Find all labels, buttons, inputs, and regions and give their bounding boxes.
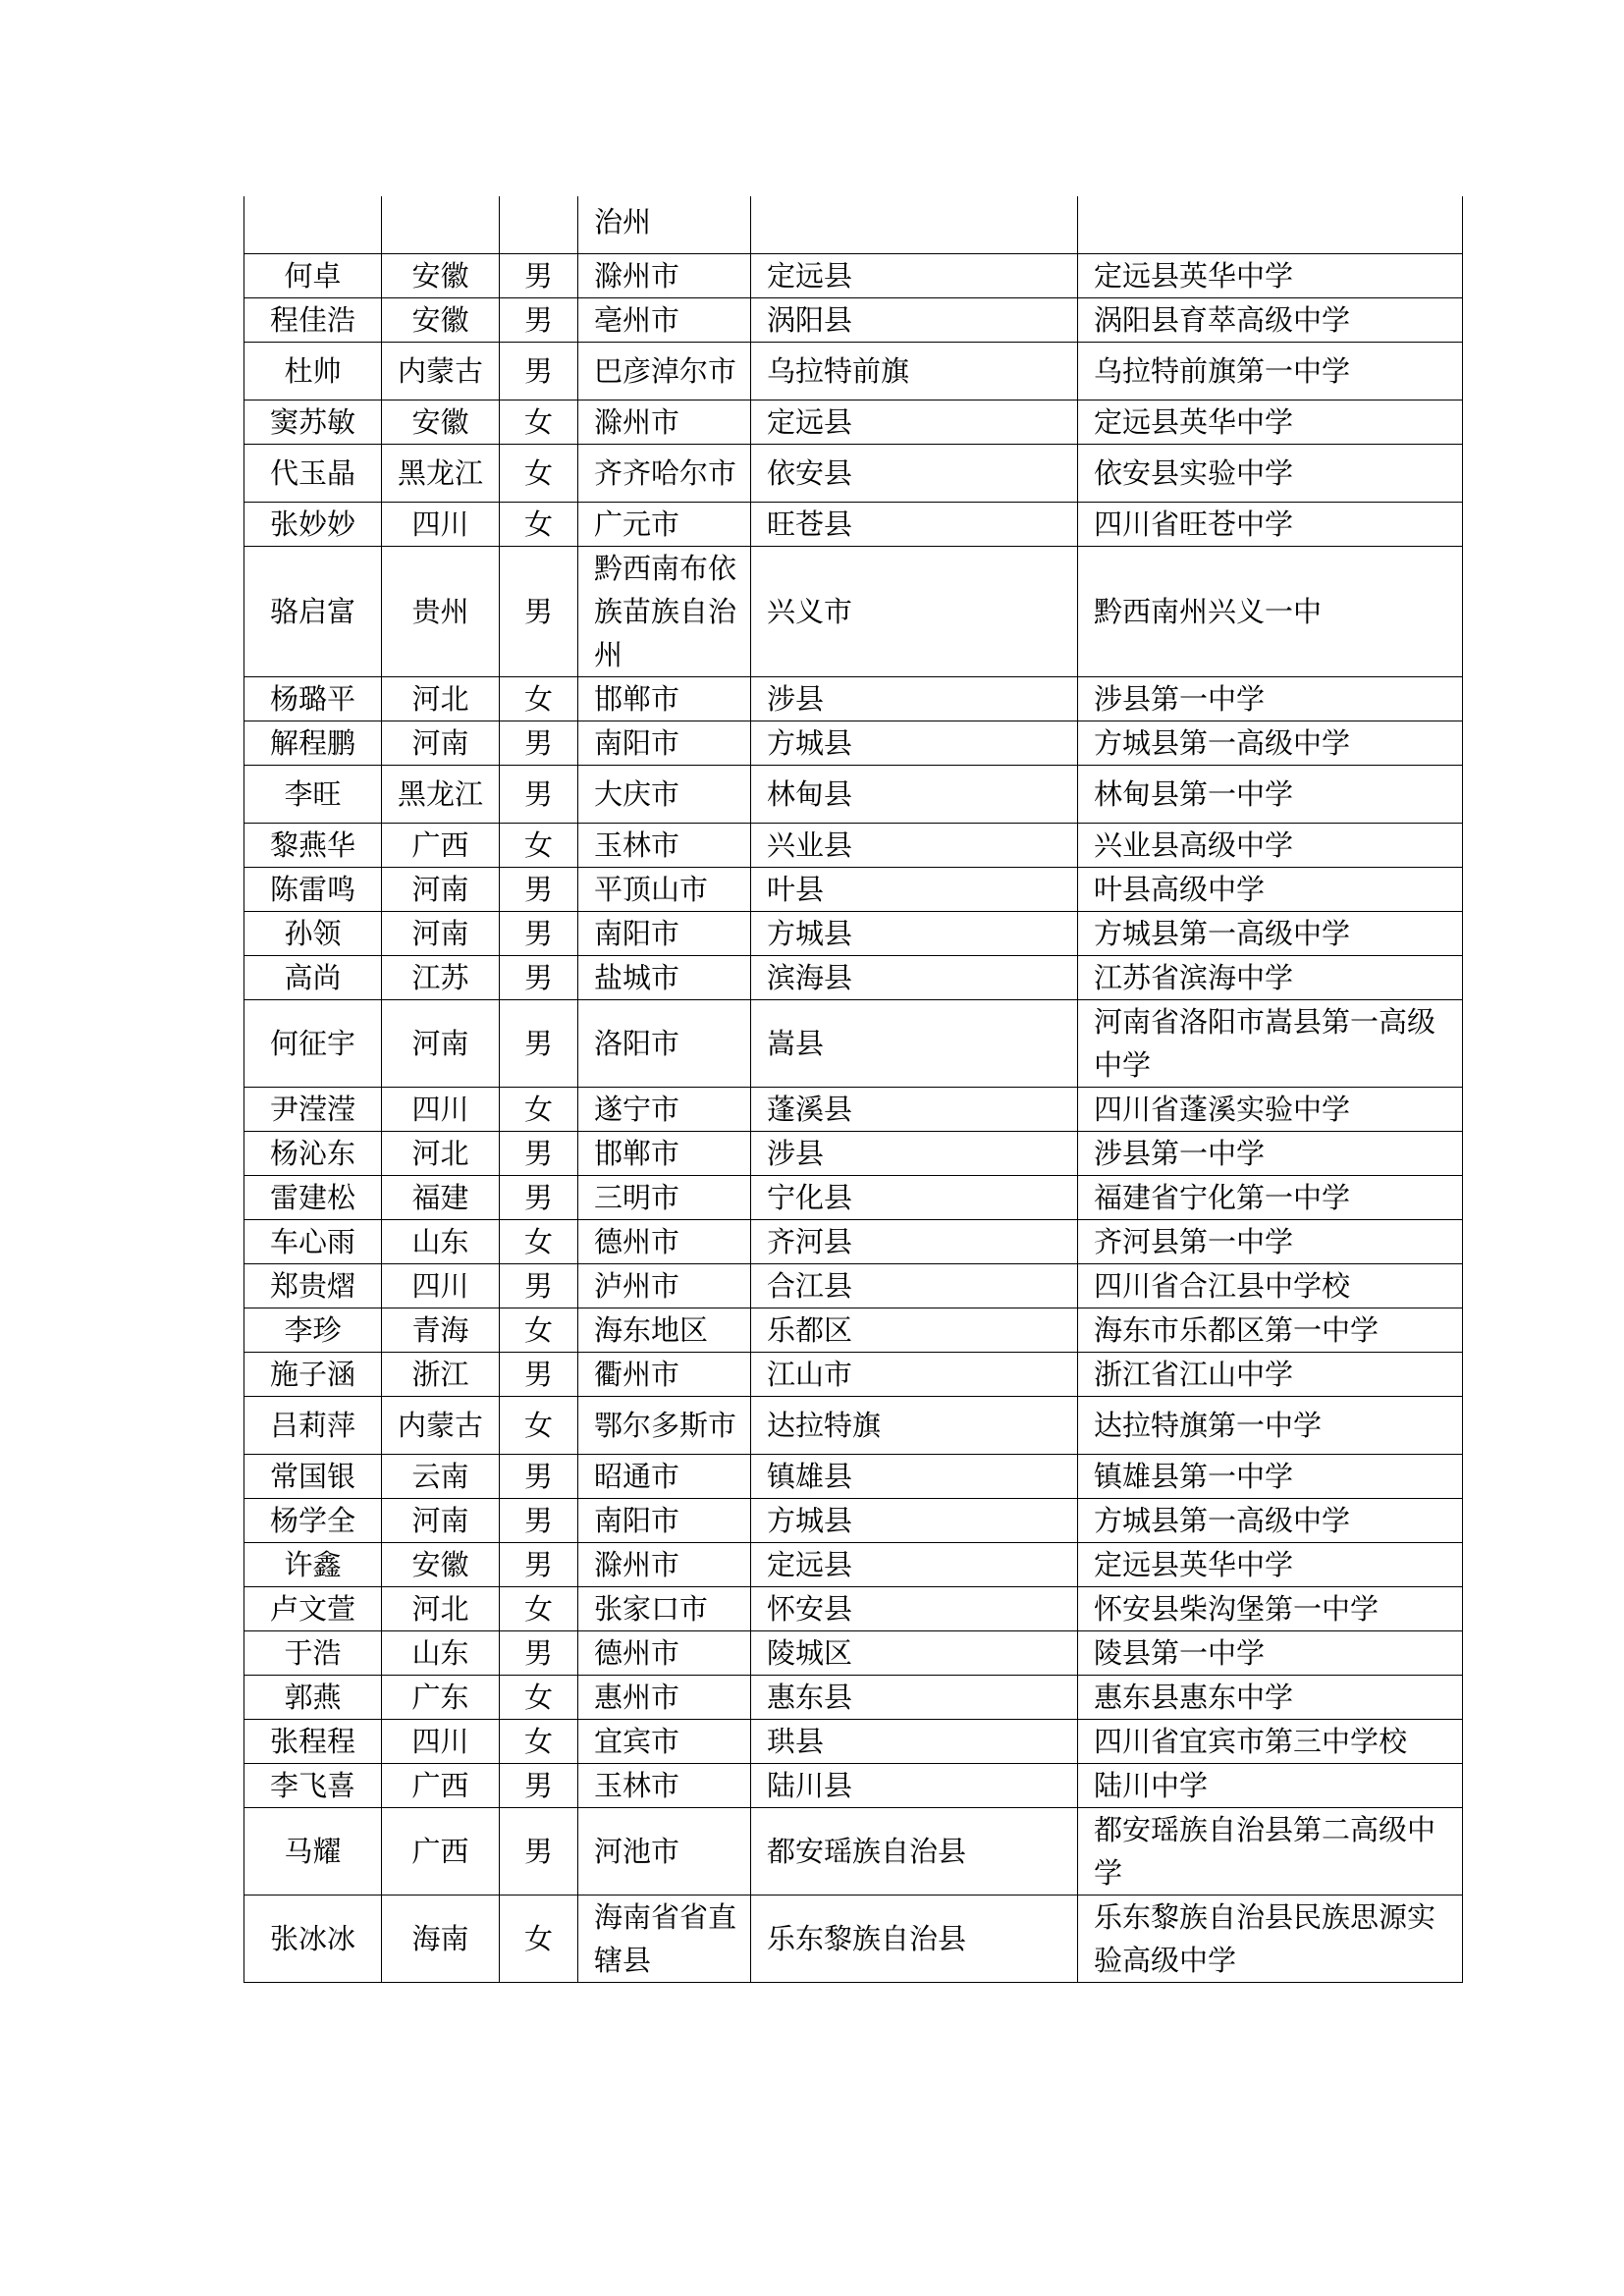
- table-row: [244, 444, 1463, 502]
- table-row: [244, 1308, 1463, 1352]
- city-cell: 遂宁市: [578, 1087, 751, 1131]
- county-cell: 定远县: [751, 1542, 1078, 1586]
- school-cell: 镇雄县第一中学: [1078, 1454, 1463, 1498]
- county-cell: 宁化县: [751, 1175, 1078, 1219]
- county-cell: 达拉特旗: [751, 1396, 1078, 1454]
- city-cell: 鄂尔多斯市: [578, 1396, 751, 1454]
- table-row: [244, 1454, 1463, 1498]
- city-cell: 泸州市: [578, 1263, 751, 1308]
- table-row: [244, 1352, 1463, 1396]
- city-cell: 河池市: [578, 1807, 751, 1895]
- student-name-cell: 杨沁东: [244, 1131, 382, 1175]
- county-cell: 定远县: [751, 400, 1078, 444]
- table-row: [244, 823, 1463, 867]
- gender-cell: 男: [500, 1763, 578, 1807]
- student-name-cell: [244, 196, 382, 253]
- gender-cell: 女: [500, 1719, 578, 1763]
- county-cell: [751, 196, 1078, 253]
- school-cell: 兴业县高级中学: [1078, 823, 1463, 867]
- province-cell: 广西: [382, 1807, 500, 1895]
- gender-cell: 男: [500, 867, 578, 911]
- school-cell: 定远县英华中学: [1078, 253, 1463, 297]
- table-row: [244, 765, 1463, 823]
- city-cell: 平顶山市: [578, 867, 751, 911]
- city-cell: 昭通市: [578, 1454, 751, 1498]
- school-cell: 福建省宁化第一中学: [1078, 1175, 1463, 1219]
- city-cell: 滁州市: [578, 253, 751, 297]
- school-cell: 河南省洛阳市嵩县第一高级中学: [1078, 999, 1463, 1087]
- province-cell: 黑龙江: [382, 765, 500, 823]
- city-cell: 宜宾市: [578, 1719, 751, 1763]
- student-name-cell: 解程鹏: [244, 721, 382, 765]
- table-row: [244, 1630, 1463, 1675]
- school-cell: 定远县英华中学: [1078, 400, 1463, 444]
- province-cell: 河南: [382, 911, 500, 955]
- table-row: [244, 546, 1463, 676]
- table-row: [244, 1219, 1463, 1263]
- province-cell: 四川: [382, 1087, 500, 1131]
- student-name-cell: 李旺: [244, 765, 382, 823]
- student-name-cell: 吕莉萍: [244, 1396, 382, 1454]
- school-cell: 乌拉特前旗第一中学: [1078, 342, 1463, 400]
- province-cell: 福建: [382, 1175, 500, 1219]
- school-cell: 江苏省滨海中学: [1078, 955, 1463, 999]
- gender-cell: 男: [500, 955, 578, 999]
- table-row: [244, 1807, 1463, 1895]
- county-cell: 蓬溪县: [751, 1087, 1078, 1131]
- gender-cell: 男: [500, 1352, 578, 1396]
- student-name-cell: 何征宇: [244, 999, 382, 1087]
- gender-cell: 男: [500, 1175, 578, 1219]
- province-cell: 河南: [382, 721, 500, 765]
- student-name-cell: 张冰冰: [244, 1895, 382, 1982]
- gender-cell: 男: [500, 546, 578, 676]
- school-cell: 四川省蓬溪实验中学: [1078, 1087, 1463, 1131]
- student-table: [244, 196, 1463, 1983]
- school-cell: 四川省合江县中学校: [1078, 1263, 1463, 1308]
- province-cell: 黑龙江: [382, 444, 500, 502]
- province-cell: 安徽: [382, 297, 500, 342]
- school-cell: 涡阳县育萃高级中学: [1078, 297, 1463, 342]
- gender-cell: 女: [500, 1396, 578, 1454]
- province-cell: 贵州: [382, 546, 500, 676]
- school-cell: 定远县英华中学: [1078, 1542, 1463, 1586]
- student-name-cell: 何卓: [244, 253, 382, 297]
- province-cell: 山东: [382, 1219, 500, 1263]
- gender-cell: 女: [500, 1308, 578, 1352]
- school-cell: [1078, 196, 1463, 253]
- student-name-cell: 窦苏敏: [244, 400, 382, 444]
- student-name-cell: 车心雨: [244, 1219, 382, 1263]
- gender-cell: 女: [500, 502, 578, 546]
- county-cell: 兴义市: [751, 546, 1078, 676]
- province-cell: 河北: [382, 1131, 500, 1175]
- province-cell: 安徽: [382, 253, 500, 297]
- province-cell: 江苏: [382, 955, 500, 999]
- city-cell: 德州市: [578, 1219, 751, 1263]
- gender-cell: 女: [500, 1087, 578, 1131]
- province-cell: 广西: [382, 1763, 500, 1807]
- province-cell: 山东: [382, 1630, 500, 1675]
- school-cell: 乐东黎族自治县民族思源实验高级中学: [1078, 1895, 1463, 1982]
- gender-cell: 男: [500, 911, 578, 955]
- city-cell: 广元市: [578, 502, 751, 546]
- gender-cell: 男: [500, 1454, 578, 1498]
- province-cell: 四川: [382, 1263, 500, 1308]
- city-cell: 玉林市: [578, 823, 751, 867]
- province-cell: 安徽: [382, 400, 500, 444]
- table-row: [244, 1675, 1463, 1719]
- school-cell: 方城县第一高级中学: [1078, 721, 1463, 765]
- province-cell: 云南: [382, 1454, 500, 1498]
- county-cell: 镇雄县: [751, 1454, 1078, 1498]
- county-cell: 涡阳县: [751, 297, 1078, 342]
- city-cell: 滁州市: [578, 1542, 751, 1586]
- student-name-cell: 陈雷鸣: [244, 867, 382, 911]
- county-cell: 叶县: [751, 867, 1078, 911]
- gender-cell: 女: [500, 1895, 578, 1982]
- gender-cell: 女: [500, 444, 578, 502]
- county-cell: 江山市: [751, 1352, 1078, 1396]
- student-name-cell: 黎燕华: [244, 823, 382, 867]
- table-row: [244, 1087, 1463, 1131]
- table-row: [244, 1131, 1463, 1175]
- school-cell: 海东市乐都区第一中学: [1078, 1308, 1463, 1352]
- county-cell: 乐都区: [751, 1308, 1078, 1352]
- table-row: [244, 1263, 1463, 1308]
- city-cell: 黔西南布依族苗族自治州: [578, 546, 751, 676]
- table-row: [244, 955, 1463, 999]
- student-name-cell: 李珍: [244, 1308, 382, 1352]
- county-cell: 依安县: [751, 444, 1078, 502]
- school-cell: 方城县第一高级中学: [1078, 1498, 1463, 1542]
- gender-cell: 男: [500, 1498, 578, 1542]
- student-name-cell: 代玉晶: [244, 444, 382, 502]
- county-cell: 旺苍县: [751, 502, 1078, 546]
- province-cell: 青海: [382, 1308, 500, 1352]
- table-row: [244, 1498, 1463, 1542]
- table-row: [244, 253, 1463, 297]
- school-cell: 浙江省江山中学: [1078, 1352, 1463, 1396]
- school-cell: 惠东县惠东中学: [1078, 1675, 1463, 1719]
- county-cell: 陆川县: [751, 1763, 1078, 1807]
- student-name-cell: 李飞喜: [244, 1763, 382, 1807]
- school-cell: 陵县第一中学: [1078, 1630, 1463, 1675]
- city-cell: 三明市: [578, 1175, 751, 1219]
- county-cell: 兴业县: [751, 823, 1078, 867]
- gender-cell: 男: [500, 253, 578, 297]
- table-row: [244, 1895, 1463, 1982]
- student-name-cell: 郭燕: [244, 1675, 382, 1719]
- city-cell: 张家口市: [578, 1586, 751, 1630]
- city-cell: 南阳市: [578, 911, 751, 955]
- province-cell: 广西: [382, 823, 500, 867]
- county-cell: 方城县: [751, 1498, 1078, 1542]
- gender-cell: 女: [500, 676, 578, 721]
- city-cell: 亳州市: [578, 297, 751, 342]
- city-cell: 盐城市: [578, 955, 751, 999]
- student-name-cell: 郑贵熠: [244, 1263, 382, 1308]
- table-row: [244, 1586, 1463, 1630]
- province-cell: 河北: [382, 676, 500, 721]
- school-cell: 都安瑶族自治县第二高级中学: [1078, 1807, 1463, 1895]
- student-name-cell: 卢文萱: [244, 1586, 382, 1630]
- county-cell: 合江县: [751, 1263, 1078, 1308]
- county-cell: 陵城区: [751, 1630, 1078, 1675]
- city-cell: 滁州市: [578, 400, 751, 444]
- county-cell: 齐河县: [751, 1219, 1078, 1263]
- province-cell: 河南: [382, 867, 500, 911]
- county-cell: 涉县: [751, 1131, 1078, 1175]
- city-cell: 惠州市: [578, 1675, 751, 1719]
- city-cell: 德州市: [578, 1630, 751, 1675]
- gender-cell: 男: [500, 342, 578, 400]
- gender-cell: 女: [500, 400, 578, 444]
- table-body: [244, 196, 1463, 1982]
- school-cell: 四川省旺苍中学: [1078, 502, 1463, 546]
- school-cell: 叶县高级中学: [1078, 867, 1463, 911]
- table-row: [244, 297, 1463, 342]
- city-cell: 南阳市: [578, 721, 751, 765]
- table-row: [244, 1175, 1463, 1219]
- table-row: [244, 911, 1463, 955]
- province-cell: 四川: [382, 1719, 500, 1763]
- student-name-cell: 杨璐平: [244, 676, 382, 721]
- student-name-cell: 孙领: [244, 911, 382, 955]
- city-cell: 玉林市: [578, 1763, 751, 1807]
- school-cell: 怀安县柴沟堡第一中学: [1078, 1586, 1463, 1630]
- city-cell: 衢州市: [578, 1352, 751, 1396]
- province-cell: 河南: [382, 1498, 500, 1542]
- table-row: [244, 1763, 1463, 1807]
- county-cell: 定远县: [751, 253, 1078, 297]
- city-cell: 大庆市: [578, 765, 751, 823]
- table-row: [244, 999, 1463, 1087]
- table-row: [244, 196, 1463, 253]
- table-row: [244, 867, 1463, 911]
- student-name-cell: 许鑫: [244, 1542, 382, 1586]
- gender-cell: 男: [500, 1630, 578, 1675]
- province-cell: 河南: [382, 999, 500, 1087]
- province-cell: 内蒙古: [382, 342, 500, 400]
- school-cell: 林甸县第一中学: [1078, 765, 1463, 823]
- gender-cell: 男: [500, 721, 578, 765]
- gender-cell: 男: [500, 297, 578, 342]
- province-cell: 河北: [382, 1586, 500, 1630]
- gender-cell: [500, 196, 578, 253]
- gender-cell: 女: [500, 1219, 578, 1263]
- city-cell: 邯郸市: [578, 676, 751, 721]
- table-row: [244, 342, 1463, 400]
- county-cell: 方城县: [751, 911, 1078, 955]
- county-cell: 滨海县: [751, 955, 1078, 999]
- city-cell: 海南省省直辖县: [578, 1895, 751, 1982]
- student-name-cell: 高尚: [244, 955, 382, 999]
- county-cell: 嵩县: [751, 999, 1078, 1087]
- student-name-cell: 常国银: [244, 1454, 382, 1498]
- school-cell: 陆川中学: [1078, 1763, 1463, 1807]
- gender-cell: 男: [500, 765, 578, 823]
- city-cell: 邯郸市: [578, 1131, 751, 1175]
- table-row: [244, 1396, 1463, 1454]
- gender-cell: 女: [500, 823, 578, 867]
- table-row: [244, 400, 1463, 444]
- student-name-cell: 程佳浩: [244, 297, 382, 342]
- student-name-cell: 骆启富: [244, 546, 382, 676]
- province-cell: 内蒙古: [382, 1396, 500, 1454]
- gender-cell: 男: [500, 999, 578, 1087]
- gender-cell: 男: [500, 1263, 578, 1308]
- gender-cell: 男: [500, 1542, 578, 1586]
- student-name-cell: 张妙妙: [244, 502, 382, 546]
- table-row: [244, 1719, 1463, 1763]
- table-row: [244, 676, 1463, 721]
- gender-cell: 女: [500, 1586, 578, 1630]
- table-row: [244, 721, 1463, 765]
- table-row: [244, 1542, 1463, 1586]
- province-cell: 海南: [382, 1895, 500, 1982]
- gender-cell: 男: [500, 1131, 578, 1175]
- school-cell: 涉县第一中学: [1078, 676, 1463, 721]
- city-cell: 洛阳市: [578, 999, 751, 1087]
- gender-cell: 女: [500, 1675, 578, 1719]
- school-cell: 方城县第一高级中学: [1078, 911, 1463, 955]
- city-cell: 海东地区: [578, 1308, 751, 1352]
- province-cell: 四川: [382, 502, 500, 546]
- county-cell: 涉县: [751, 676, 1078, 721]
- table-row: [244, 502, 1463, 546]
- county-cell: 都安瑶族自治县: [751, 1807, 1078, 1895]
- student-name-cell: 施子涵: [244, 1352, 382, 1396]
- student-name-cell: 尹滢滢: [244, 1087, 382, 1131]
- school-cell: 黔西南州兴义一中: [1078, 546, 1463, 676]
- student-name-cell: 于浩: [244, 1630, 382, 1675]
- county-cell: 乌拉特前旗: [751, 342, 1078, 400]
- province-cell: 浙江: [382, 1352, 500, 1396]
- school-cell: 涉县第一中学: [1078, 1131, 1463, 1175]
- student-name-cell: 杜帅: [244, 342, 382, 400]
- province-cell: 安徽: [382, 1542, 500, 1586]
- student-name-cell: 马耀: [244, 1807, 382, 1895]
- city-cell: 巴彦淖尔市: [578, 342, 751, 400]
- school-cell: 依安县实验中学: [1078, 444, 1463, 502]
- province-cell: [382, 196, 500, 253]
- school-cell: 四川省宜宾市第三中学校: [1078, 1719, 1463, 1763]
- school-cell: 齐河县第一中学: [1078, 1219, 1463, 1263]
- county-cell: 怀安县: [751, 1586, 1078, 1630]
- student-name-cell: 杨学全: [244, 1498, 382, 1542]
- county-cell: 乐东黎族自治县: [751, 1895, 1078, 1982]
- student-name-cell: 雷建松: [244, 1175, 382, 1219]
- county-cell: 方城县: [751, 721, 1078, 765]
- school-cell: 达拉特旗第一中学: [1078, 1396, 1463, 1454]
- student-name-cell: 张程程: [244, 1719, 382, 1763]
- county-cell: 惠东县: [751, 1675, 1078, 1719]
- city-cell: 南阳市: [578, 1498, 751, 1542]
- city-cell: 齐齐哈尔市: [578, 444, 751, 502]
- city-cell: 治州: [578, 196, 751, 253]
- county-cell: 珙县: [751, 1719, 1078, 1763]
- county-cell: 林甸县: [751, 765, 1078, 823]
- gender-cell: 男: [500, 1807, 578, 1895]
- province-cell: 广东: [382, 1675, 500, 1719]
